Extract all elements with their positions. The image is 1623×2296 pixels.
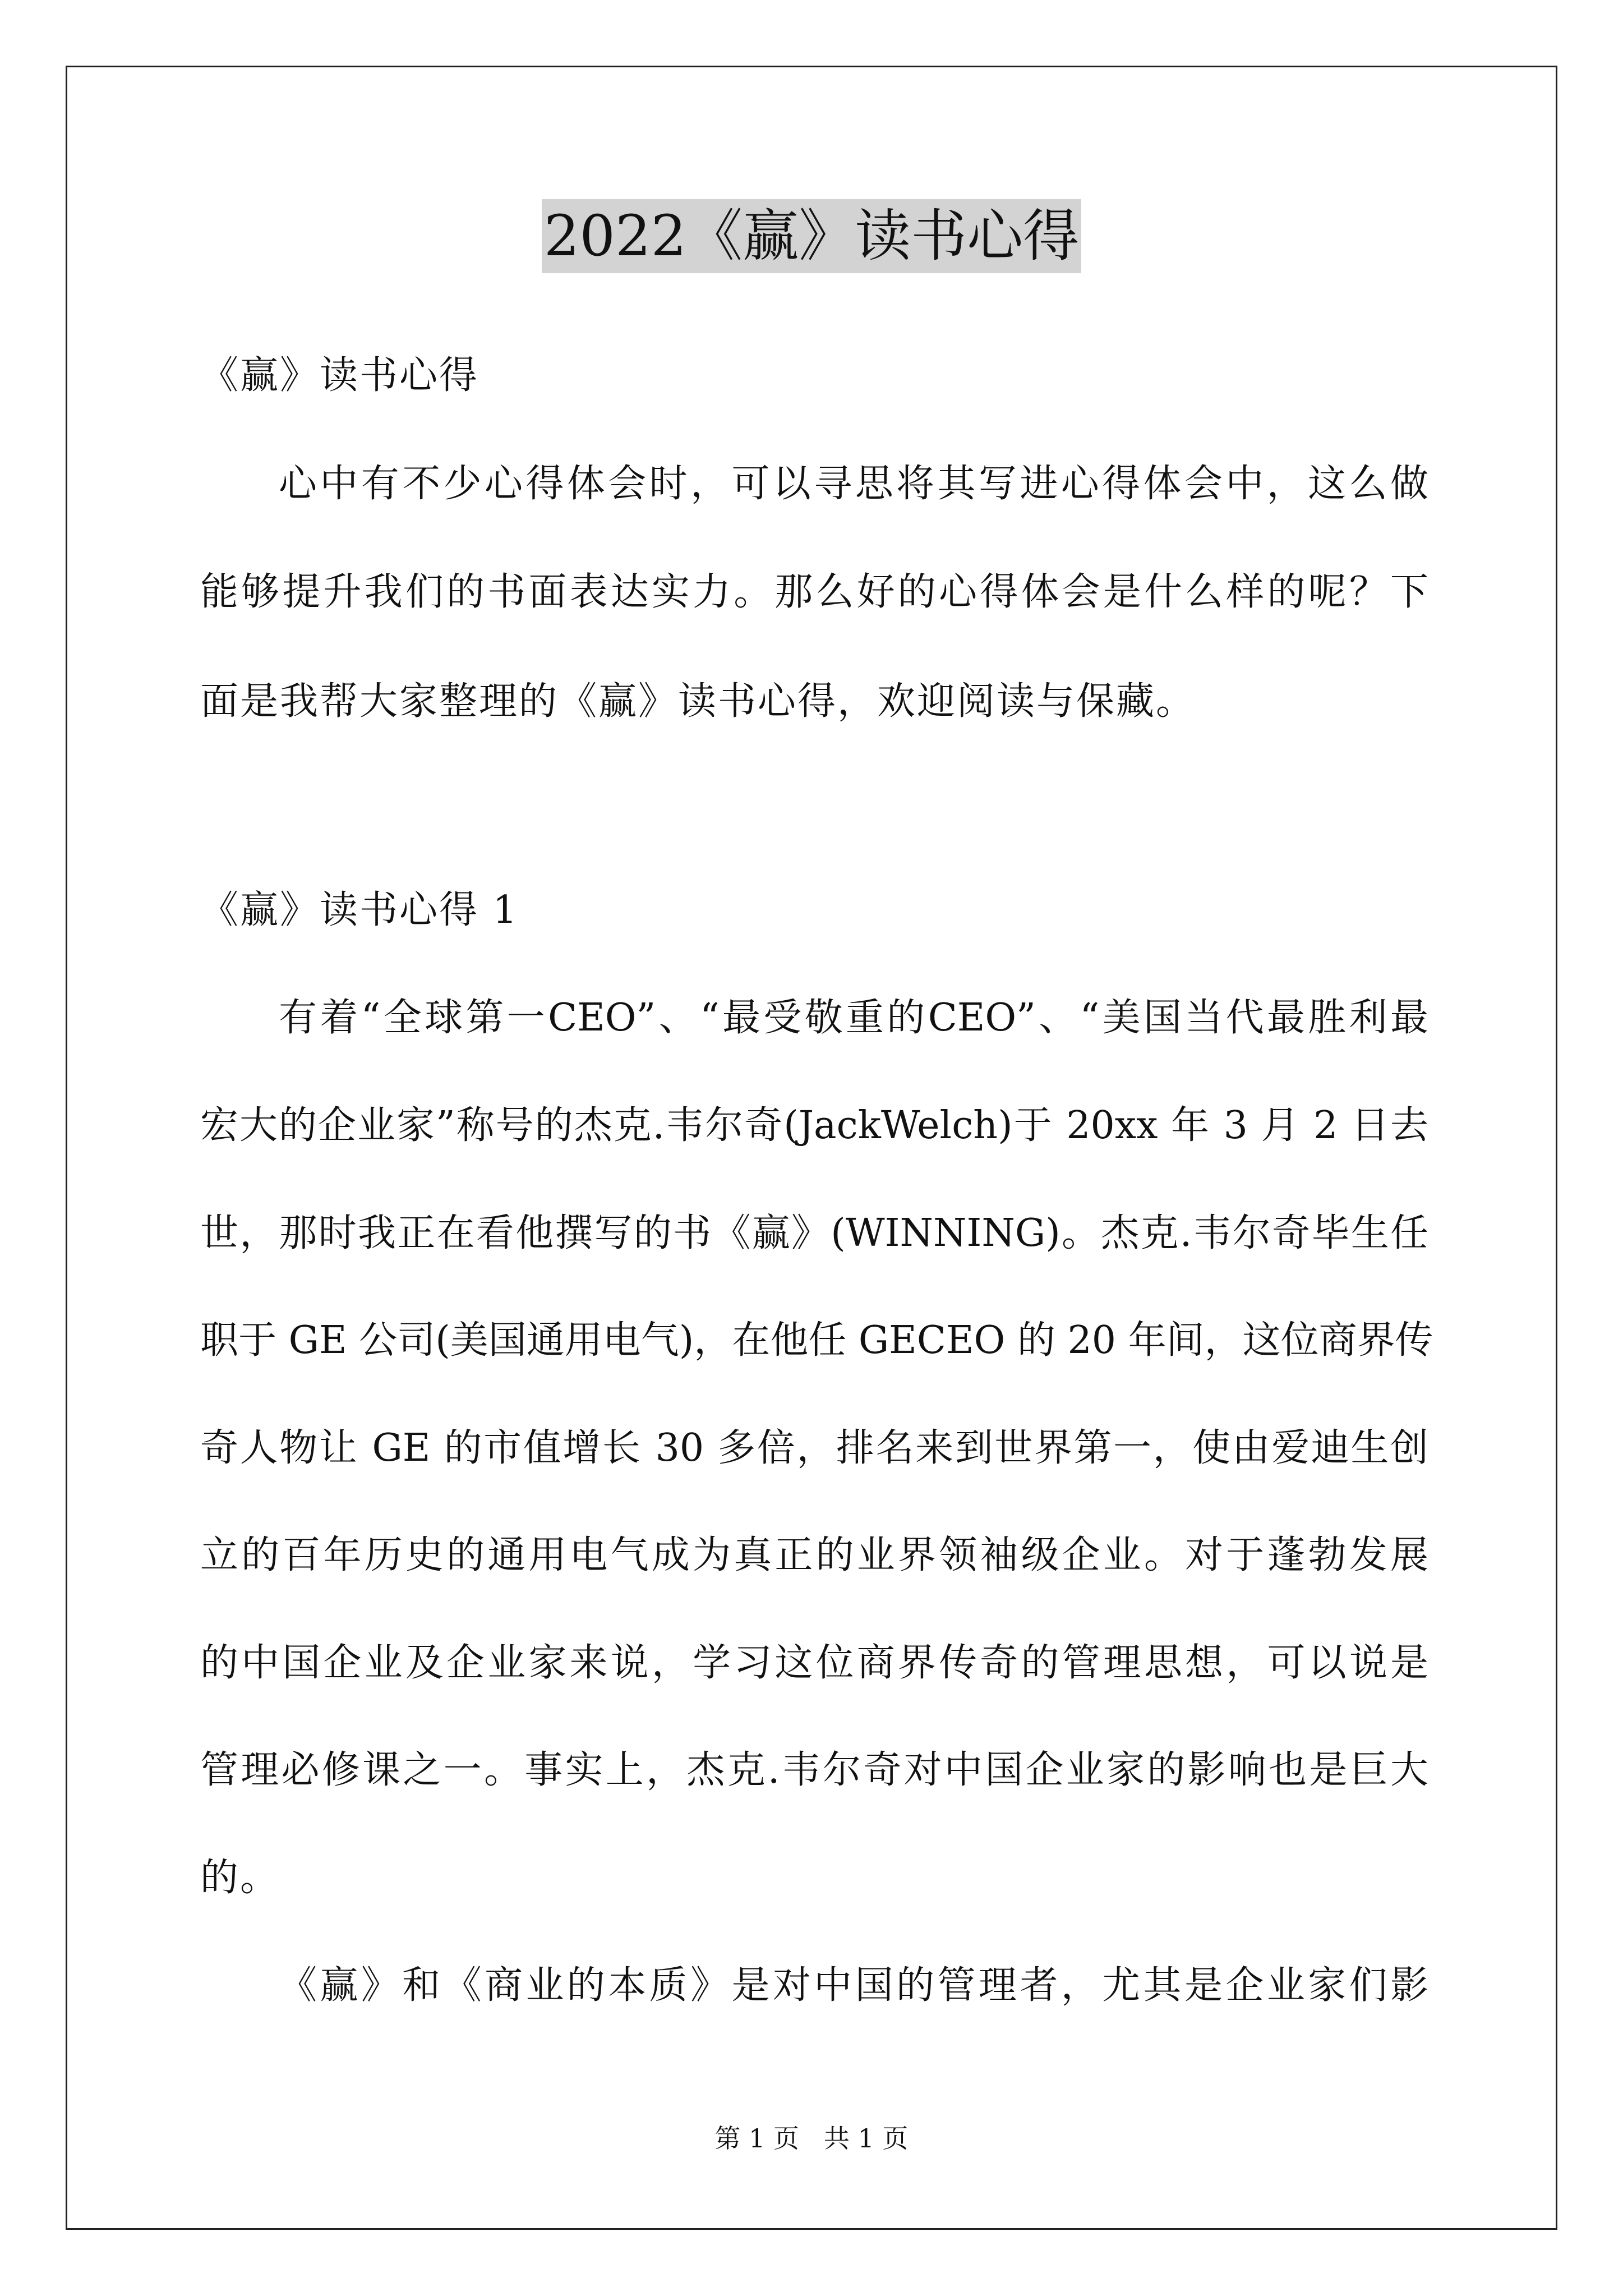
section1-line-9: 的。 [200, 1856, 280, 1900]
paragraph2-line-1: 《赢》和《商业的本质》是对中国的管理者，尤其是企业家们影 [279, 1963, 1428, 2008]
section1-line-6: 立的百年历史的通用电气成为真正的业界领袖级企业。对于蓬勃发展 [200, 1533, 1428, 1577]
page-footer: 第 1 页 共 1 页 [714, 2123, 909, 2154]
section1-line-1: 有着“全球第一CEO”、“最受敬重的CEO”、“美国当代最胜利最 [279, 996, 1428, 1040]
intro-line-1: 心中有不少心得体会时，可以寻思将其写进心得体会中，这么做 [279, 462, 1428, 506]
intro-line-3: 面是我帮大家整理的《赢》读书心得，欢迎阅读与保藏。 [200, 679, 1196, 724]
section1-line-8: 管理必修课之一。事实上，杰克.韦尔奇对中国企业家的影响也是巨大 [200, 1748, 1428, 1792]
intro-line-2: 能够提升我们的书面表达实力。那么好的心得体会是什么样的呢？下 [200, 570, 1428, 614]
subtitle: 《赢》读书心得 [200, 353, 479, 398]
section1-line-7: 的中国企业及企业家来说，学习这位商界传奇的管理思想，可以说是 [200, 1641, 1428, 1685]
section1-line-5: 奇人物让 GE 的市值增长 30 多倍，排名来到世界第一，使由爱迪生创 [200, 1426, 1428, 1470]
section1-heading: 《赢》读书心得 1 [200, 888, 519, 932]
section1-line-4: 职于 GE 公司(美国通用电气)，在他任 GECEO 的 20 年间，这位商界传 [200, 1318, 1433, 1363]
document-title: 2022《赢》读书心得 [542, 199, 1082, 273]
title-container [0, 199, 1623, 273]
section1-line-3: 世，那时我正在看他撰写的书《赢》(WINNING)。杰克.韦尔奇毕生任 [200, 1211, 1428, 1255]
section1-line-2: 宏大的企业家”称号的杰克.韦尔奇(JackWelch)于 20xx 年 3 月 2 日去 [200, 1103, 1428, 1148]
